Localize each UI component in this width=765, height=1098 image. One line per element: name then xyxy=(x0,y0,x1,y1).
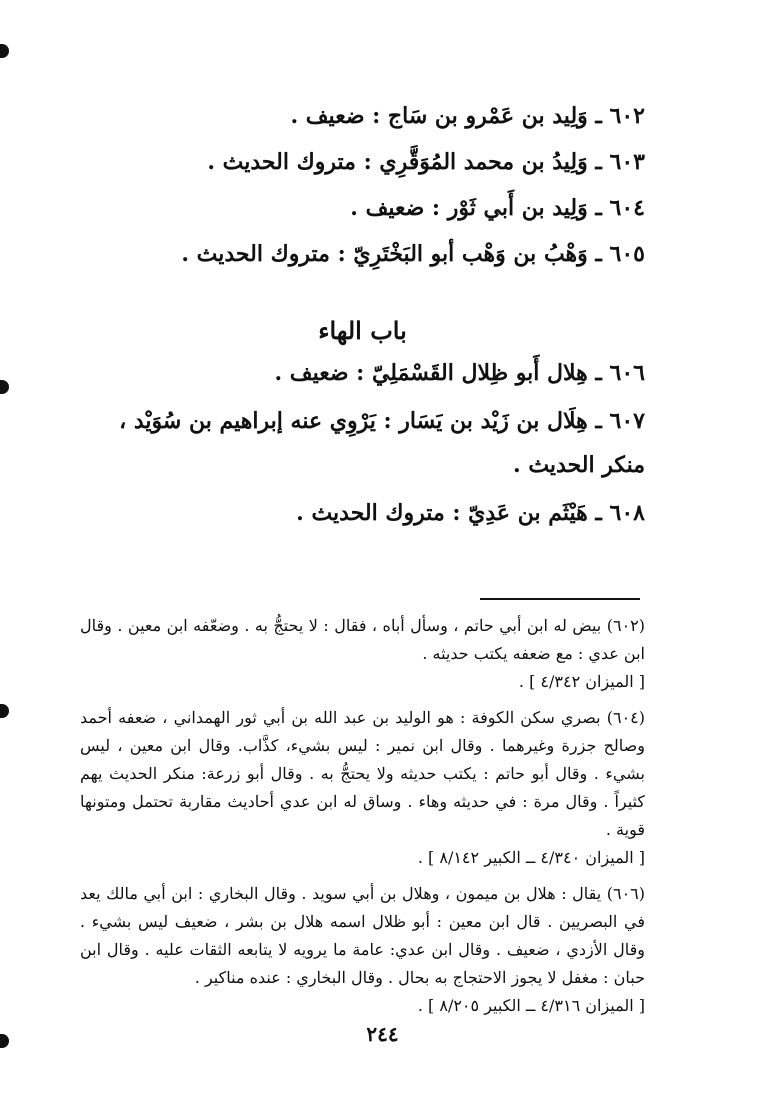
entry-number: ٦٠٨ xyxy=(609,500,645,526)
footnote-606 xyxy=(80,880,645,1020)
entry-605 xyxy=(80,234,645,274)
entry-text: ـ وَلِيد بن أَبي ثَوْر : ضعيف . xyxy=(350,195,602,221)
footnote-reference: [ الميزان ٤/٣٤٠ ــ الكبير ٨/١٤٢ ] . xyxy=(417,848,645,867)
entry-602 xyxy=(80,96,645,136)
entry-text: ـ هِلَال بن زَيْد بن يَسَار : يَرْوِي عنه إبراهيم بن سُوَيْد ، منكر الحديث . xyxy=(119,408,645,478)
entry-number: ٦٠٧ xyxy=(609,408,645,434)
entry-608 xyxy=(80,493,645,533)
edge-mark xyxy=(0,44,9,58)
entry-text: ـ وَلِيدُ بن محمد المُوَقَّرِي : متروك الحديث . xyxy=(207,149,602,175)
footnote-604 xyxy=(80,704,645,872)
entry-number: ٦٠٢ xyxy=(609,103,645,129)
footnote-reference: [ الميزان ٤/٣١٦ ــ الكبير ٨/٢٠٥ ] . xyxy=(417,996,645,1015)
chapter-title: باب الهاء xyxy=(318,316,407,345)
footnote-text: (٦٠٢) بيض له ابن أبي حاتم ، وسأل أباه ، فقال : لا يحتجُّ به . وضعّفه ابن معين . وقال ابن عدي : مع ضعفه يكتب حديثه . xyxy=(80,616,645,663)
entry-text: ـ وَهْبُ بن وَهْب أبو البَخْتَرِيّ : متروك الحديث . xyxy=(181,241,602,267)
page-number: ٢٤٤ xyxy=(366,1022,399,1046)
entry-number: ٦٠٤ xyxy=(609,195,645,221)
entry-text: ـ وَلِيد بن عَمْرو بن سَاج : ضعيف . xyxy=(290,103,602,129)
edge-mark xyxy=(0,704,9,718)
footnotes xyxy=(80,612,645,1028)
entry-number: ٦٠٥ xyxy=(609,241,645,267)
entry-606 xyxy=(80,353,645,393)
footnote-text: (٦٠٤) بصري سكن الكوفة : هو الوليد بن عبد الله بن أبي ثور الهمداني ، ضعفه أحمد وصالح جزرة وغيرهما . وقال ابن نمير : ليس بشيء، كذَّاب. وقال ابن معين ، ليس بشيء . وقال أبو حاتم : يكتب حديثه ولا يحتجُّ به . وقال أبو زرعة: منكر الحديث يهم كثيراً . وقال مرة : في حديثه وهاء . وساق له ابن عدي أحاديث مقاربة تحتمل ومتونها قوية . xyxy=(80,708,645,839)
entry-number: ٦٠٦ xyxy=(609,360,645,386)
entry-604 xyxy=(80,188,645,228)
main-text xyxy=(80,96,645,539)
footnote-602 xyxy=(80,612,645,696)
footnote-reference: [ الميزان ٤/٣٤٢ ] . xyxy=(518,672,645,691)
edge-mark xyxy=(0,380,9,394)
footnote-text: (٦٠٦) يقال : هلال بن ميمون ، وهلال بن أبي سويد . وقال البخاري : ابن أبي مالك يعد في البصريين . قال ابن معين : أبو ظلال اسمه هلال بن بشر ، ضعيف ليس بشيء . وقال الأزدي ، ضعيف . وقال ابن عدي: عامة ما يرويه لا يتابعه الثقات عليه . وقال ابن حبان : مغفل لا يجوز الاحتجاج به بحال . وقال البخاري : عنده مناكير . xyxy=(80,884,645,987)
footnote-divider xyxy=(480,598,640,600)
entry-text: ـ هَيْثَم بن عَدِيّ : متروك الحديث . xyxy=(296,500,602,526)
entry-603 xyxy=(80,142,645,182)
entry-text: ـ هِلال أَبو ظِلال القَسْمَلِيّ : ضعيف . xyxy=(274,360,602,386)
entry-607 xyxy=(80,399,645,487)
entry-number: ٦٠٣ xyxy=(609,149,645,175)
